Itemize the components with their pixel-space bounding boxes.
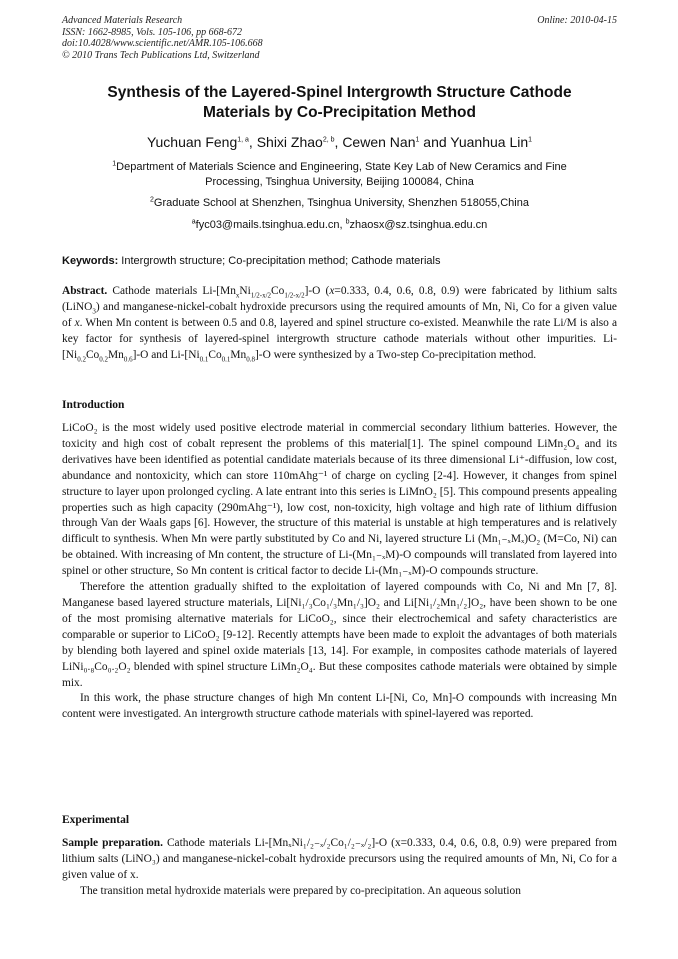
affiliation-mark: 1 (112, 160, 117, 168)
subscript: 0.1 (199, 354, 209, 363)
math-variable: x (74, 316, 80, 329)
title-line-2: Materials by Co-Precipitation Method (202, 104, 476, 121)
author-list (62, 133, 617, 151)
abstract-text: ) and manganese-nickel-cobalt hydroxide precursors using the required amounts of Mn, Ni, Co for a given value of (62, 300, 617, 329)
journal-copyright: © 2010 Trans Tech Publications Ltd, Switzerland (62, 49, 260, 61)
abstract-text: Co (208, 348, 222, 361)
paper-title (62, 83, 617, 123)
introduction-paragraph-1: LiCoO₂ is the most widely used positive electrode material in commercial secondary lithium batteries. However, the toxicity and high cost of cobalt represent the problems of this material[1]. The spinel compound LiMn₂O₄ and its derivatives have been identified as potential candidate materials because of its three dimensional Li⁺-diffusion, low cost, abundance and nontoxicity, which can store 110mAhg⁻¹ of charge on cycling [2-4]. However, it changes from spinel structure to layer upon prolonged cycling. A late entrant into this series is LiMnO₂ [5]. This compound presents appealing properties such as high capacity (290mAhg⁻¹), low cost, non-toxicity, high voltage and high rate of lithium diffusion through Van der Waals gaps [6]. However, the structure of this material is unstable at high temperatures and is relatively difficult to synthesis. When Mn were partly substituted by Co and Ni, layered structure Li (Mn₁₋ₓMₓ)O₂ (M=Co, Ni) can be obtained. With increasing of Mn content, the structure of Li-(Mn₁₋ₓM)-O compounds will translated from layered into spinel or other structure, So Mn content is critical factor to decide Li-(Mn₁₋ₓM)-O compounds structure. (62, 422, 617, 578)
journal-issn: ISSN: 1662-8985, Vols. 105-106, pp 668-672 (62, 26, 242, 38)
abstract-text: ]-O and Li-[Ni (132, 348, 200, 361)
email-mark: b (345, 218, 350, 226)
author-name: Yuchuan Feng (146, 134, 238, 150)
email-mark: a (191, 218, 196, 226)
section-heading-experimental: Experimental (62, 814, 130, 826)
affiliation-1 (62, 160, 617, 189)
affiliation-2 (62, 196, 617, 211)
affiliation-text: Processing, Tsinghua University, Beijing 100084, China (205, 175, 474, 188)
subscript: x (235, 291, 240, 300)
author-affil-mark: 1, a (237, 136, 249, 144)
subsection-label: Sample preparation. (62, 837, 163, 849)
affiliation-text: Department of Materials Science and Engineering, State Key Lab of New Ceramics and Fine (116, 161, 567, 173)
math-variable: x (329, 285, 335, 297)
author-affil-mark: 1 (415, 136, 420, 144)
introduction-paragraph-3: In this work, the phase structure changes of high Mn content Li-[Ni, Co, Mn]-O compounds with increasing Mn content were investigated. An intergrowth structure cathode materials with spinel-layered was reported. (62, 692, 617, 721)
subscript: 3 (92, 307, 96, 316)
author-emails (62, 218, 617, 233)
subscript: 0.8 (246, 354, 255, 363)
abstract-text: . When Mn content is between 0.5 and 0.8, layered and spinel structure co-existed. Meanwhile the rate Li/M is also a key factor for synthesis of layered-spinel intergrowth structure cathode materials without other impurities. Li-[Ni (62, 316, 618, 361)
experimental-paragraph-2: The transition metal hydroxide materials were prepared by co-precipitation. An aqueous solution (80, 884, 521, 897)
email-address: fyc03@mails.tsinghua.edu.cn, (195, 219, 346, 231)
affiliation-text: Graduate School at Shenzhen, Tsinghua University, Shenzhen 518055,China (153, 197, 529, 209)
abstract-text: Mn (107, 348, 124, 361)
experimental-body (62, 836, 617, 900)
journal-doi: doi:10.4028/www.scientific.net/AMR.105-106.668 (62, 38, 263, 49)
abstract-text: Cathode materials Li-[Mn (107, 285, 236, 297)
abstract (62, 284, 617, 364)
section-heading-introduction: Introduction (62, 399, 125, 411)
author-affil-mark: 2, b (322, 136, 335, 144)
subscript: 0.1 (221, 354, 231, 363)
abstract-text: Co (85, 348, 100, 361)
affiliation-mark: 2 (150, 196, 154, 204)
title-line-1: Synthesis of the Layered-Spinel Intergrowth Structure Cathode (107, 84, 572, 101)
author-name: and Yuanhua Lin (419, 134, 529, 150)
subscript: 0.2 (77, 354, 86, 363)
online-date: Online: 2010-04-15 (537, 15, 617, 26)
abstract-text: ]-O ( (304, 285, 330, 297)
email-address: zhaosx@sz.tsinghua.edu.cn (349, 219, 488, 231)
introduction-paragraph-2: Therefore the attention gradually shifted to the exploitation of layered compounds with Co, Ni and Mn [7, 8]. Manganese based layered structure materials, Li[Ni₁/₃Co₁/₃Mn₁/₃]O₂ and Li[Ni₁/₂Mn₁/₂]O₂, have been shown to be one of the most promising alternative materials for LiCoO₂, since their electrochemical and safety characteristics are comparable or superior to LiCoO₂ [9-12]. Recently attempts have been made to exploit the advantages of both materials by blending both layered and spinel oxide materials [13, 14]. For example, in composites cathode materials of layered LiNi₀.₈Co₀.₂O₂ blended with spinel structure LiMn₂O₄. But these composites cathode materials were obtained by simple mix. (62, 581, 617, 689)
subscript: 0.6 (123, 354, 133, 363)
abstract-text: =0.333, 0.4, 0.6, 0.8, 0.9) were fabricated by lithium salts (LiNO (62, 285, 618, 313)
abstract-text: Mn (230, 348, 247, 361)
author-name: , Cewen Nan (334, 134, 416, 150)
keywords-text: Intergrowth structure; Co-precipitation method; Cathode materials (118, 255, 441, 267)
subscript: 0.2 (99, 354, 108, 363)
experimental-paragraph-1 (62, 836, 617, 884)
abstract-label: Abstract. (62, 285, 108, 297)
journal-header (62, 15, 617, 61)
keywords-label: Keywords: (62, 255, 119, 267)
journal-name: Advanced Materials Research (62, 15, 183, 26)
author-name: , Shixi Zhao (248, 134, 323, 150)
author-affil-mark: 1 (528, 136, 533, 144)
introduction-body (62, 421, 617, 723)
subscript: 1/2-x/2 (250, 291, 272, 300)
abstract-paragraph (62, 284, 617, 364)
abstract-text: ]-O were synthesized by a Two-step Co-precipitation method. (255, 348, 537, 361)
experimental-text: Cathode materials Li-[MnₓNi₁/₂₋ₓ/₂Co₁/₂₋ₓ/₂]-O (x=0.333, 0.4, 0.6, 0.8, 0.9) were prepared from lithium salts (LiNO₃) and manganese-nickel-cobalt hydroxide precursors using the required amounts of Mn, Ni, Co for a given value of x. (62, 837, 617, 881)
abstract-text: Co (271, 285, 285, 297)
subscript: 1/2-x/2 (284, 291, 305, 300)
keywords (62, 254, 617, 268)
abstract-text: Ni (239, 285, 251, 297)
